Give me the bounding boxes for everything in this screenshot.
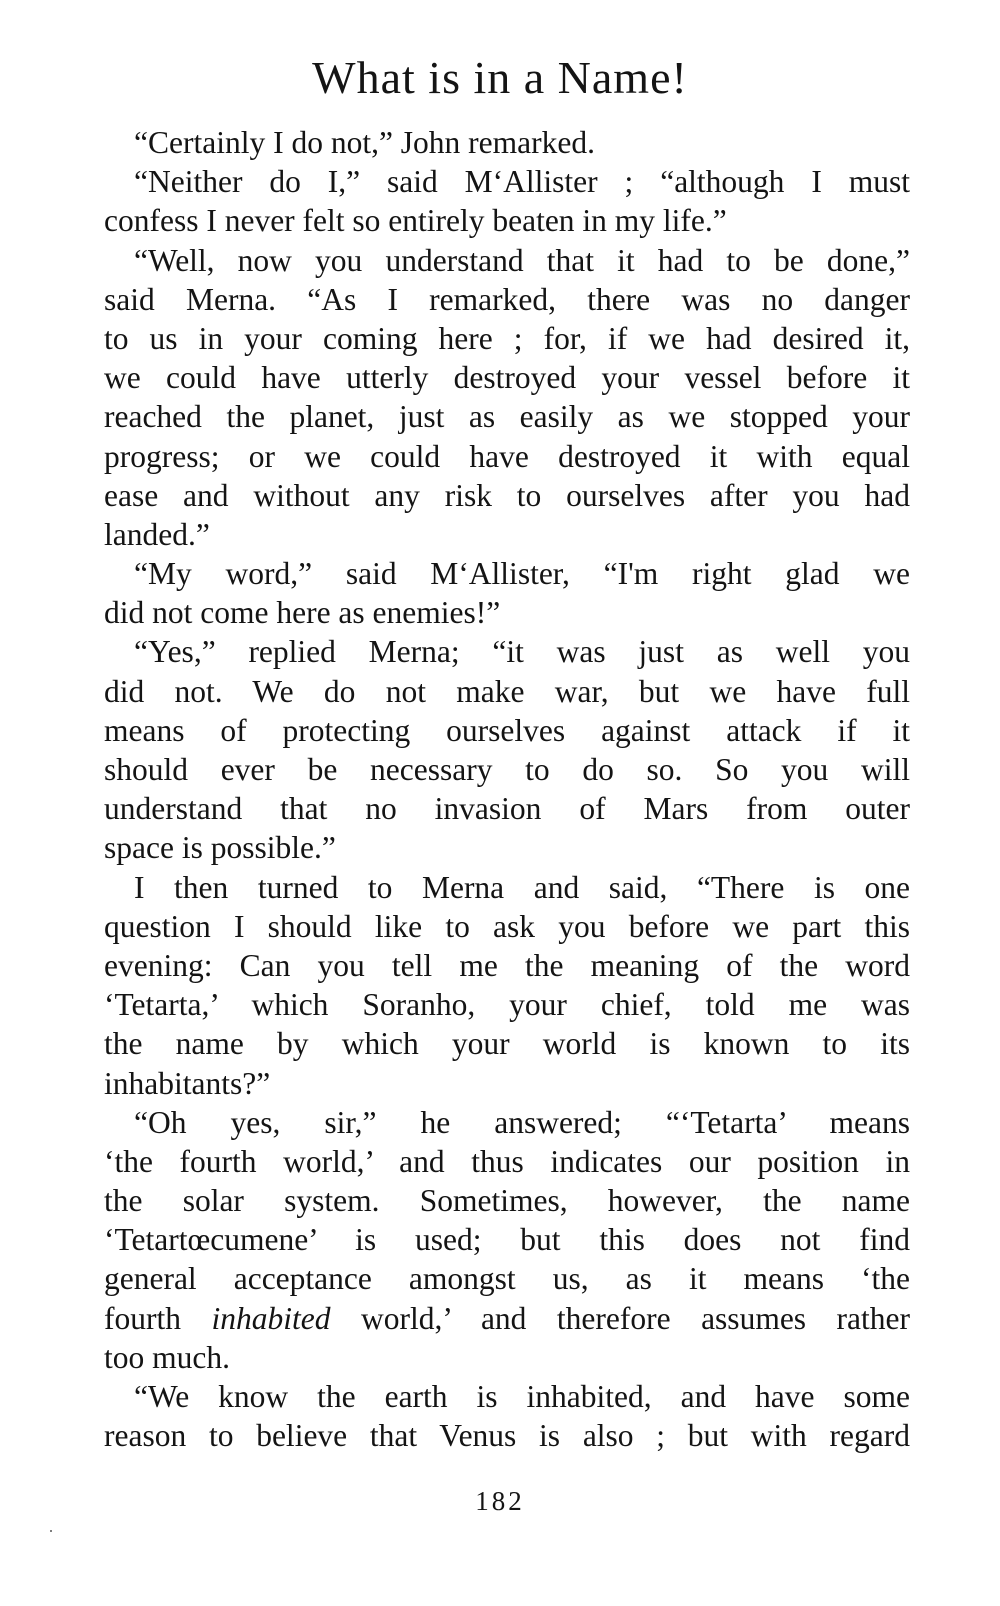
text-line: “Oh yes, sir,” he answered; “‘Tetarta’ means [134,1104,910,1140]
text-line: to us in your coming here ; for, if we had desired it, [104,320,910,356]
text-line: inhabitants?” [104,1065,271,1101]
text-line: should ever be necessary to do so. So you will [104,752,910,787]
text-line: reached the planet, just as easily as we stopped your [104,399,910,435]
text-line: “We know the earth is inhabited, and have some [134,1379,910,1414]
text-line: general acceptance amongst us, as it means ‘the [104,1261,910,1297]
text-line: ‘Tetartœcumene’ is used; but this does not find [104,1222,910,1258]
italic-word: inhabited [211,1300,331,1336]
text-line: ease and without any risk to ourselves after you had [104,477,910,513]
text-line: “Certainly I do not,” John remarked. [134,125,595,160]
text-line: said Merna. “As I remarked, there was no danger [104,281,910,317]
text-line: “My word,” said M‘Allister, “I'm right glad we [134,556,910,592]
text-line: evening: Can you tell me the meaning of the word [104,947,910,983]
text-line: means of protecting ourselves against attack if it [104,712,910,748]
text-fragment: fourth [104,1300,212,1336]
text-line: did not. We do not make war, but we have full [104,673,910,709]
text-line: too much. [104,1339,230,1375]
text-fragment: world,’ and therefore assumes rather [330,1300,910,1336]
text-line: “Neither do I,” said M‘Allister ; “although I must [134,164,910,200]
text-line: “Well, now you understand that it had to be done,” [134,242,910,278]
text-line: “Yes,” replied Merna; “it was just as well you [134,634,910,670]
text-line: understand that no invasion of Mars from outer [104,791,910,827]
text-line [104,1299,910,1338]
text-line: landed.” [104,516,210,552]
body-text [104,123,910,1455]
text-line: I then turned to Merna and said, “There is one [134,869,910,905]
text-line: question I should like to ask you before we part this [104,908,910,944]
text-line: progress; or we could have destroyed it with equal [104,438,910,474]
running-head: What is in a Name! [312,52,688,103]
page-number: 182 [475,1486,525,1516]
text-line: the name by which your world is known to its [104,1026,910,1062]
text-line: space is possible.” [104,830,336,866]
paper-speck [50,1530,52,1532]
text-line: the solar system. Sometimes, however, the name [104,1183,910,1219]
text-line: ‘Tetarta,’ which Soranho, your chief, told me was [104,987,910,1023]
text-line: reason to believe that Venus is also ; but with regard [104,1418,910,1454]
text-line: confess I never felt so entirely beaten in my life.” [104,203,727,239]
text-line: ‘the fourth world,’ and thus indicates our position in [104,1143,910,1179]
text-line: did not come here as enemies!” [104,595,501,631]
text-line: we could have utterly destroyed your vessel before it [104,360,910,396]
